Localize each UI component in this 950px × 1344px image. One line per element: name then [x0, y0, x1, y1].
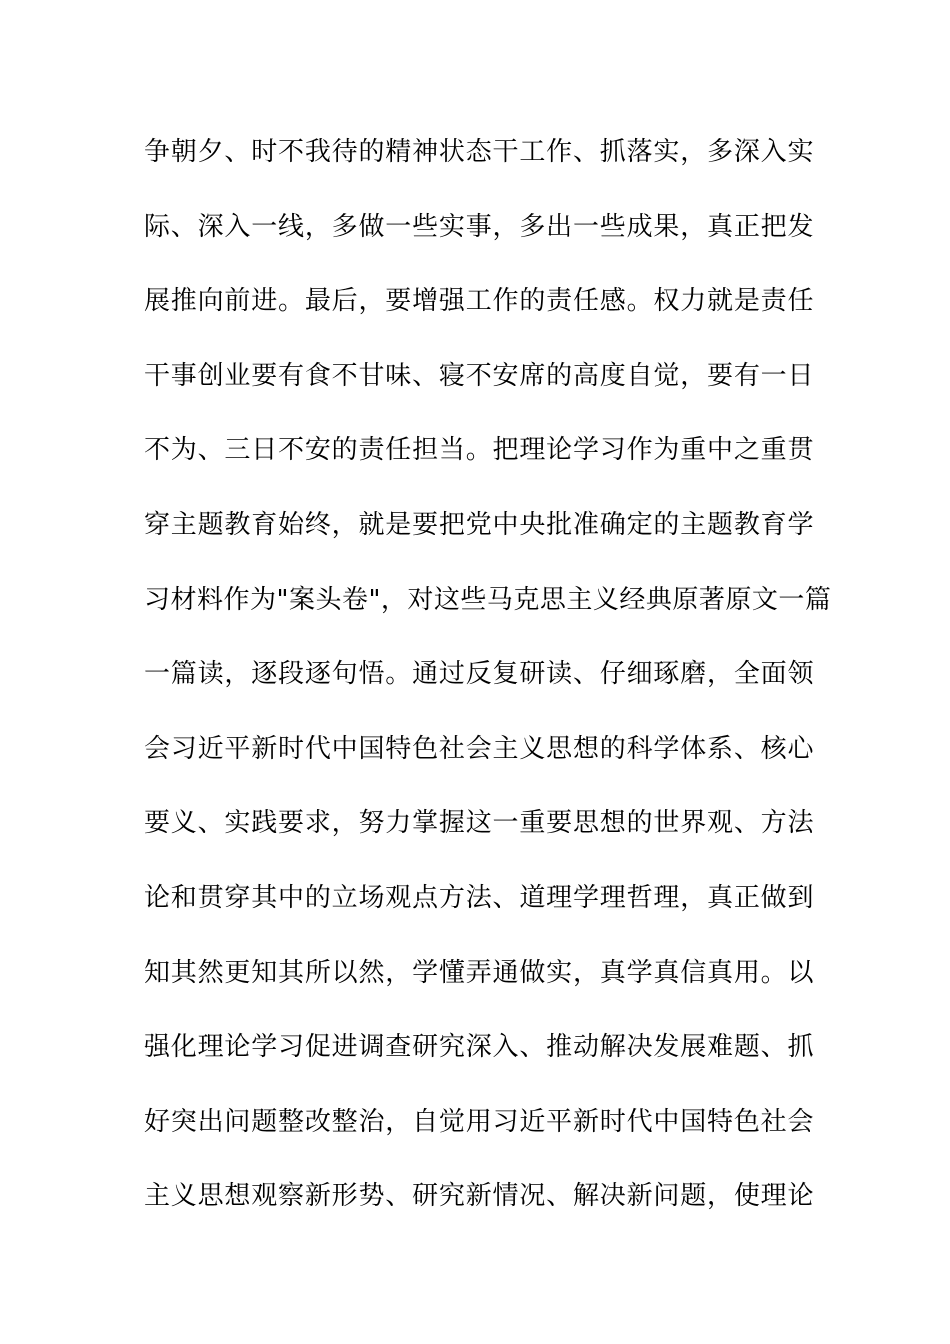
- text-line: 一篇读，逐段逐句悟。通过反复研读、仔细琢磨，全面领: [144, 659, 814, 690]
- text-line: 主义思想观察新形势、研究新情况、解决新问题，使理论: [144, 1181, 814, 1212]
- text-line: 际、深入一线，多做一些实事，多出一些成果，真正把发: [144, 211, 814, 242]
- text-line: 要义、实践要求，努力掌握这一重要思想的世界观、方法: [144, 808, 814, 839]
- text-line: 论和贯穿其中的立场观点方法、道理学理哲理，真正做到: [144, 882, 814, 913]
- text-line: 习材料作为"案头卷"，对这些马克思主义经典原著原文一篇: [144, 584, 832, 615]
- text-line: 不为、三日不安的责任担当。把理论学习作为重中之重贯: [144, 435, 814, 466]
- text-line: 会习近平新时代中国特色社会主义思想的科学体系、核心: [144, 733, 814, 764]
- text-line: 强化理论学习促进调查研究深入、推动解决发展难题、抓: [144, 1032, 814, 1063]
- text-line: 穿主题教育始终，就是要把党中央批准确定的主题教育学: [144, 509, 814, 540]
- text-line: 知其然更知其所以然，学懂弄通做实，真学真信真用。以: [144, 957, 814, 988]
- body-text: [144, 128, 832, 1247]
- text-line: 争朝夕、时不我待的精神状态干工作、抓落实，多深入实: [144, 137, 814, 167]
- text-line: 展推向前进。最后，要增强工作的责任感。权力就是责任: [144, 286, 814, 317]
- text-line: 好突出问题整改整治，自觉用习近平新时代中国特色社会: [144, 1106, 814, 1137]
- text-line: 干事创业要有食不甘味、寝不安席的高度自觉，要有一日: [144, 360, 814, 391]
